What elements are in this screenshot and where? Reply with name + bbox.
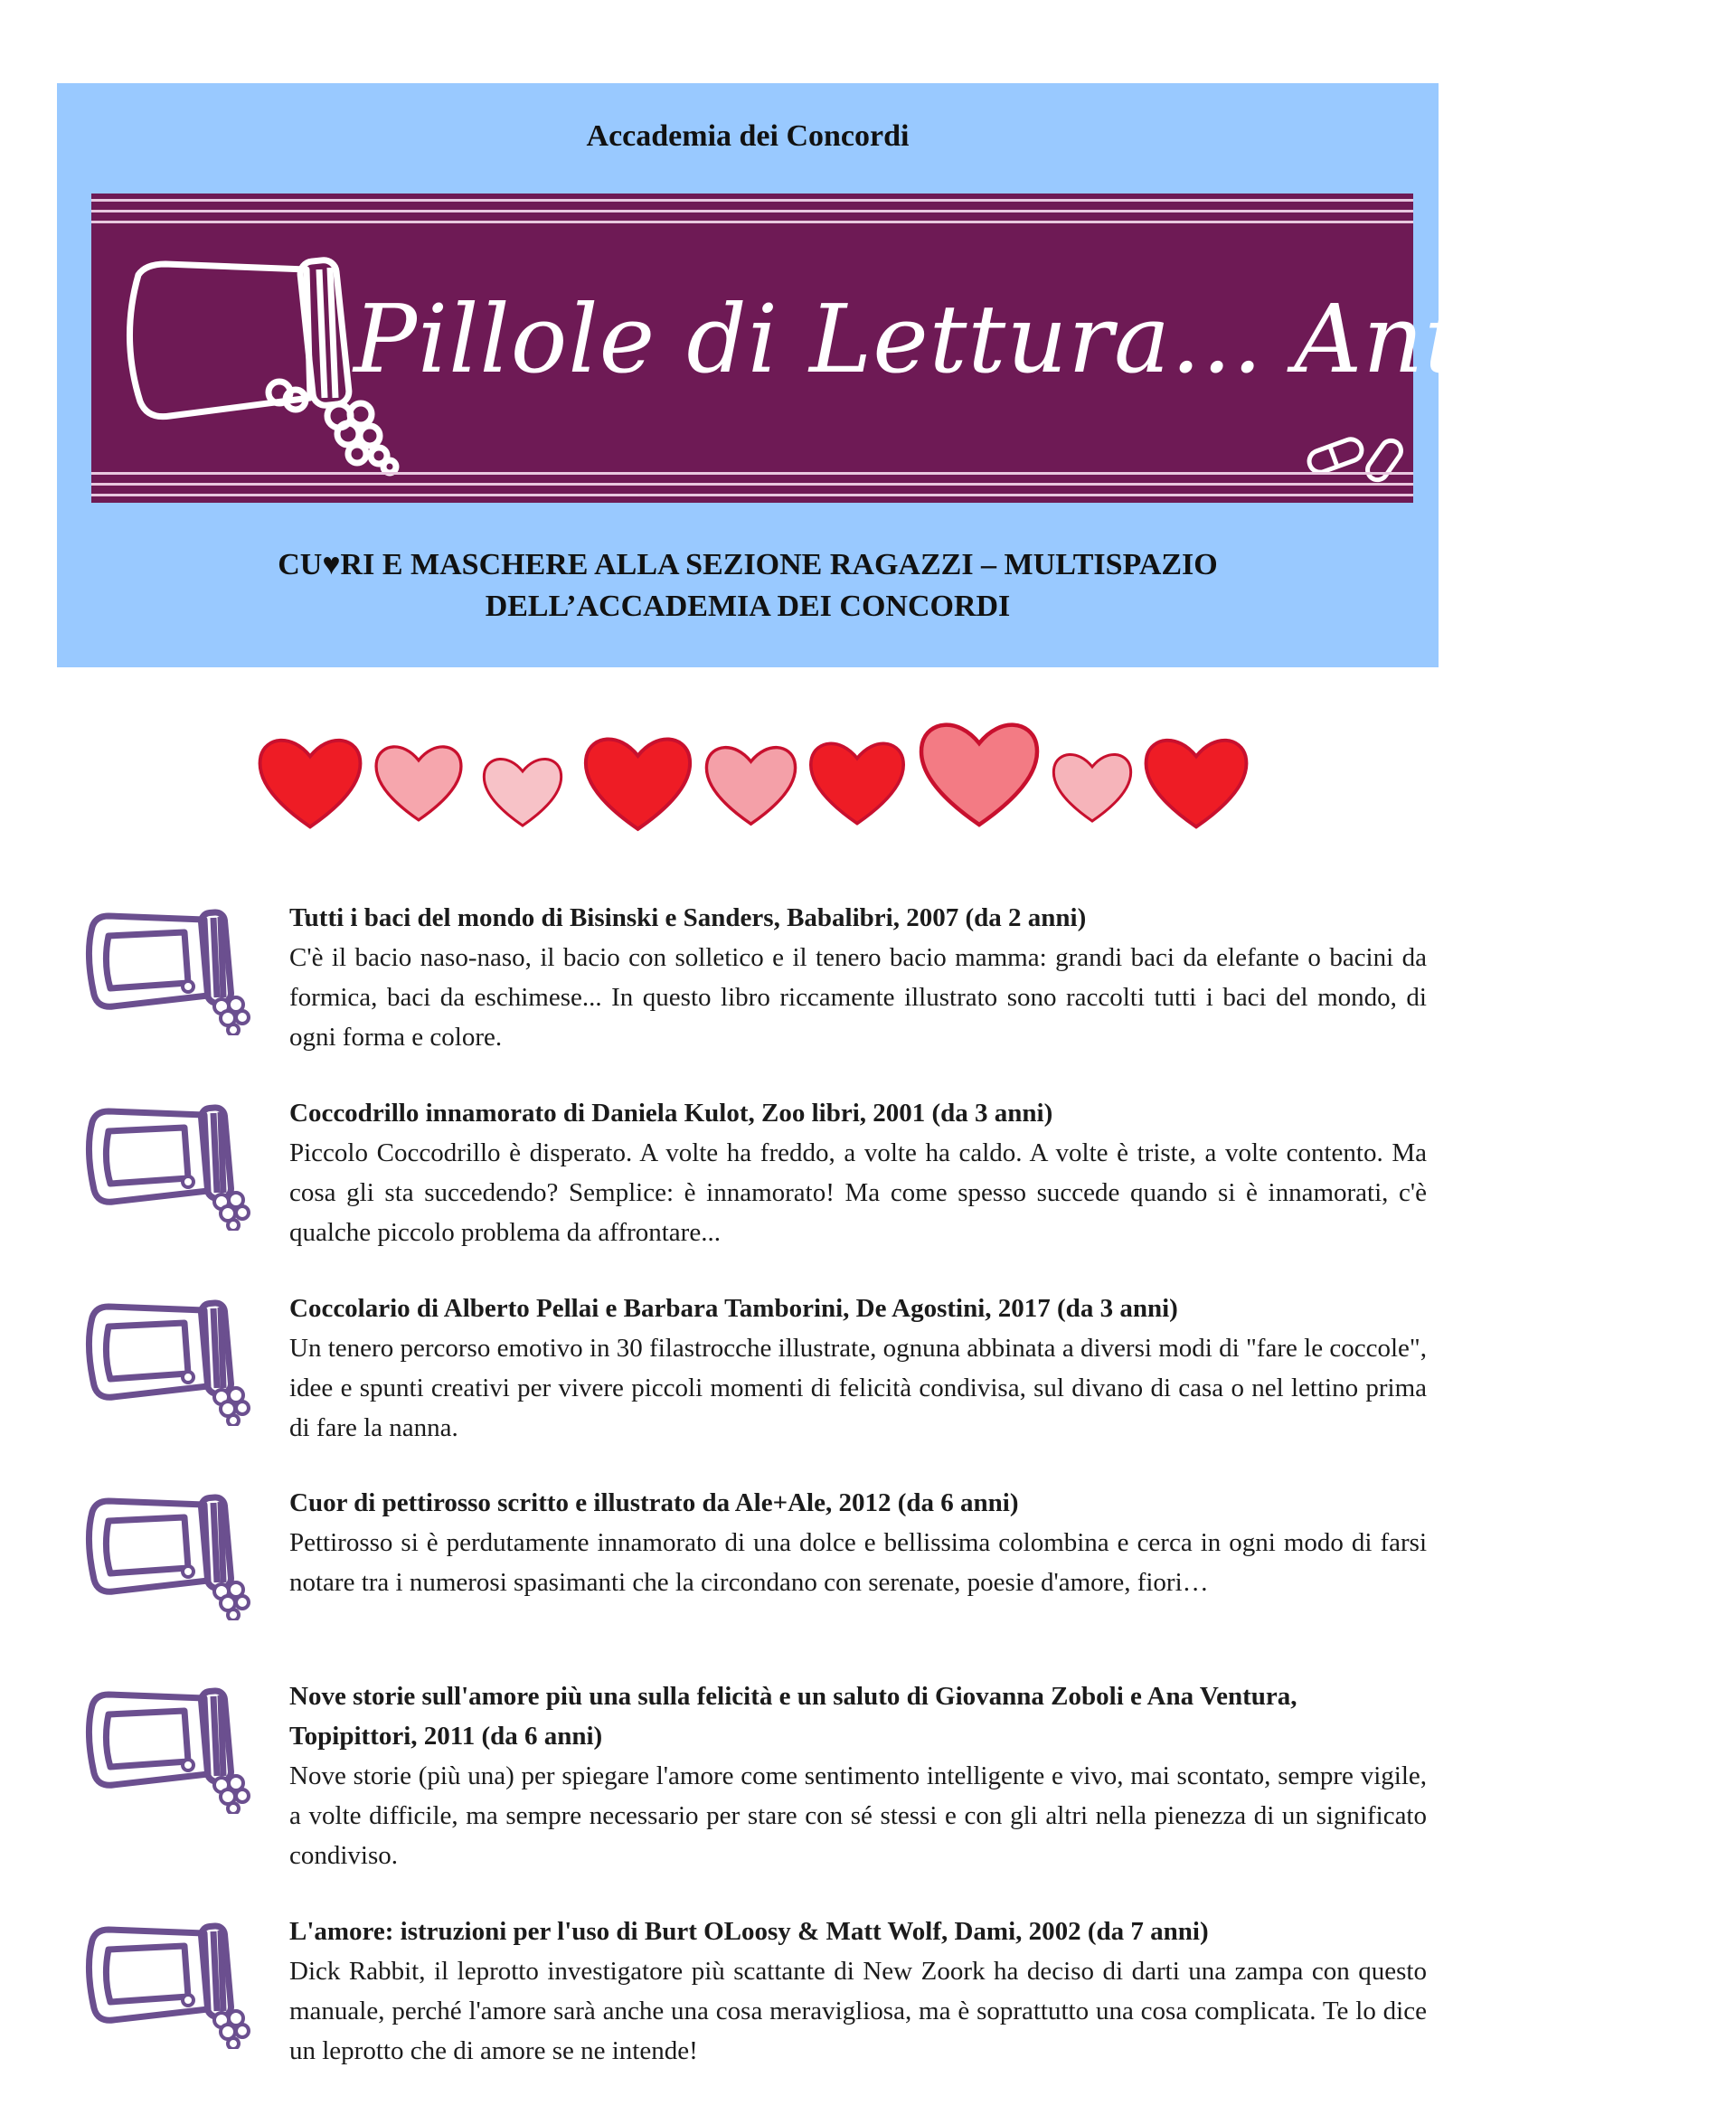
pill-jar-icon	[72, 1095, 253, 1231]
book-title: L'amore: istruzioni per l'uso di Burt OLoosy & Matt Wolf, Dami, 2002 (da 7 anni)	[289, 1917, 1209, 1946]
banner	[91, 194, 1736, 503]
book-entry-2	[289, 1093, 1427, 1252]
org-name: Accademia dei Concordi	[586, 119, 910, 153]
book-entry-1	[289, 898, 1427, 1057]
heart-icon	[260, 741, 361, 827]
pill-jar-icon	[72, 900, 253, 1035]
hearts-row	[251, 705, 1255, 868]
book-description: Dick Rabbit, il leprotto investigatore più scattante di New Zoork ha deciso di darti una zampa con questo manuale, perché l'amore sarà anche una cosa meravigliosa, ma è soprattutto una cosa complicata. Te lo dice un leprotto che di amore se ne intende!	[289, 1957, 1427, 2065]
book-title: Cuor di pettirosso scritto e illustrato da Ale+Ale, 2012 (da 6 anni)	[289, 1488, 1019, 1517]
book-title: Tutti i baci del mondo di Bisinski e Sanders, Babalibri, 2007 (da 2 anni)	[289, 903, 1087, 932]
book-description: Un tenero percorso emotivo in 30 filastrocche illustrate, ognuna abbinata a diversi modi di "fare le coccole", idee e spunti creativi per vivere piccoli momenti di felicità condivisa, sul divano di casa o nel lettino prima di fare la nanna.	[289, 1334, 1427, 1442]
heart-icon: ♥	[322, 548, 341, 581]
book-entry-4	[289, 1483, 1427, 1602]
pill-jar-icon	[72, 1290, 253, 1426]
book-description: C'è il bacio naso-naso, il bacio con solletico e il tenero bacio mamma: grandi baci da elefante o bacini da formica, baci da eschimese... In questo libro riccamente illustrato sono raccolti tutti i baci del mondo, di ogni forma e colore.	[289, 943, 1427, 1052]
book-title: Nove storie sull'amore più una sulla felicità e un saluto di Giovanna Zoboli e Ana Ventura, Topipittori, 2011 (da 6 anni)	[289, 1682, 1297, 1751]
heart-icon	[811, 743, 903, 823]
banner-title: Pillole di Lettura... Antivirus	[354, 284, 1736, 394]
banner-stripes-top	[91, 199, 1413, 224]
book-entry-6	[289, 1912, 1427, 2071]
book-entry-5	[289, 1676, 1427, 1875]
book-title: Coccodrillo innamorato di Daniela Kulot, Zoo libri, 2001 (da 3 anni)	[289, 1099, 1053, 1128]
book-entry-3	[289, 1289, 1427, 1448]
heart-icon	[376, 747, 461, 820]
heart-icon	[706, 748, 795, 825]
heart-icon	[484, 759, 561, 826]
pill-jar-icon	[72, 1913, 253, 2049]
book-description: Nove storie (più una) per spiegare l'amore come sentimento intelligente e vivo, mai scontato, sempre vigile, a volte difficile, ma sempre necessario per stare con sé stessi e con gli altri nella pienezza di un significato condiviso.	[289, 1761, 1427, 1870]
section-heading: CU♥RI E MASCHERE ALLA SEZIONE RAGAZZI – MULTISPAZIO DELL’ACCADEMIA DEI CONCORDI	[278, 548, 1218, 623]
heart-icon	[586, 740, 690, 829]
book-description: Piccolo Coccodrillo è disperato. A volte ha freddo, a volte ha caldo. A volte è triste, a volte contento. Ma cosa gli sta succedendo? Semplice: è innamorato! Ma come spesso succede quando si è innamorati, c'è qualche piccolo problema da affrontare...	[289, 1138, 1427, 1247]
pill-jar-icon	[72, 1485, 253, 1620]
banner-stripes-bottom	[91, 472, 1413, 497]
book-description: Pettirosso si è perdutamente innamorato di una dolce e bellissima colombina e cerca in ogni modo di farsi notare tra i numerosi spasimanti che la circondano con serenate, poesie d'amore, fiori…	[289, 1528, 1427, 1597]
pill-jar-icon	[72, 1678, 253, 1814]
heart-icon	[921, 725, 1037, 825]
book-title: Coccolario di Alberto Pellai e Barbara Tamborini, De Agostini, 2017 (da 3 anni)	[289, 1294, 1178, 1323]
heart-icon	[1146, 741, 1247, 827]
heart-icon	[1053, 754, 1130, 821]
header-box	[57, 83, 1736, 667]
